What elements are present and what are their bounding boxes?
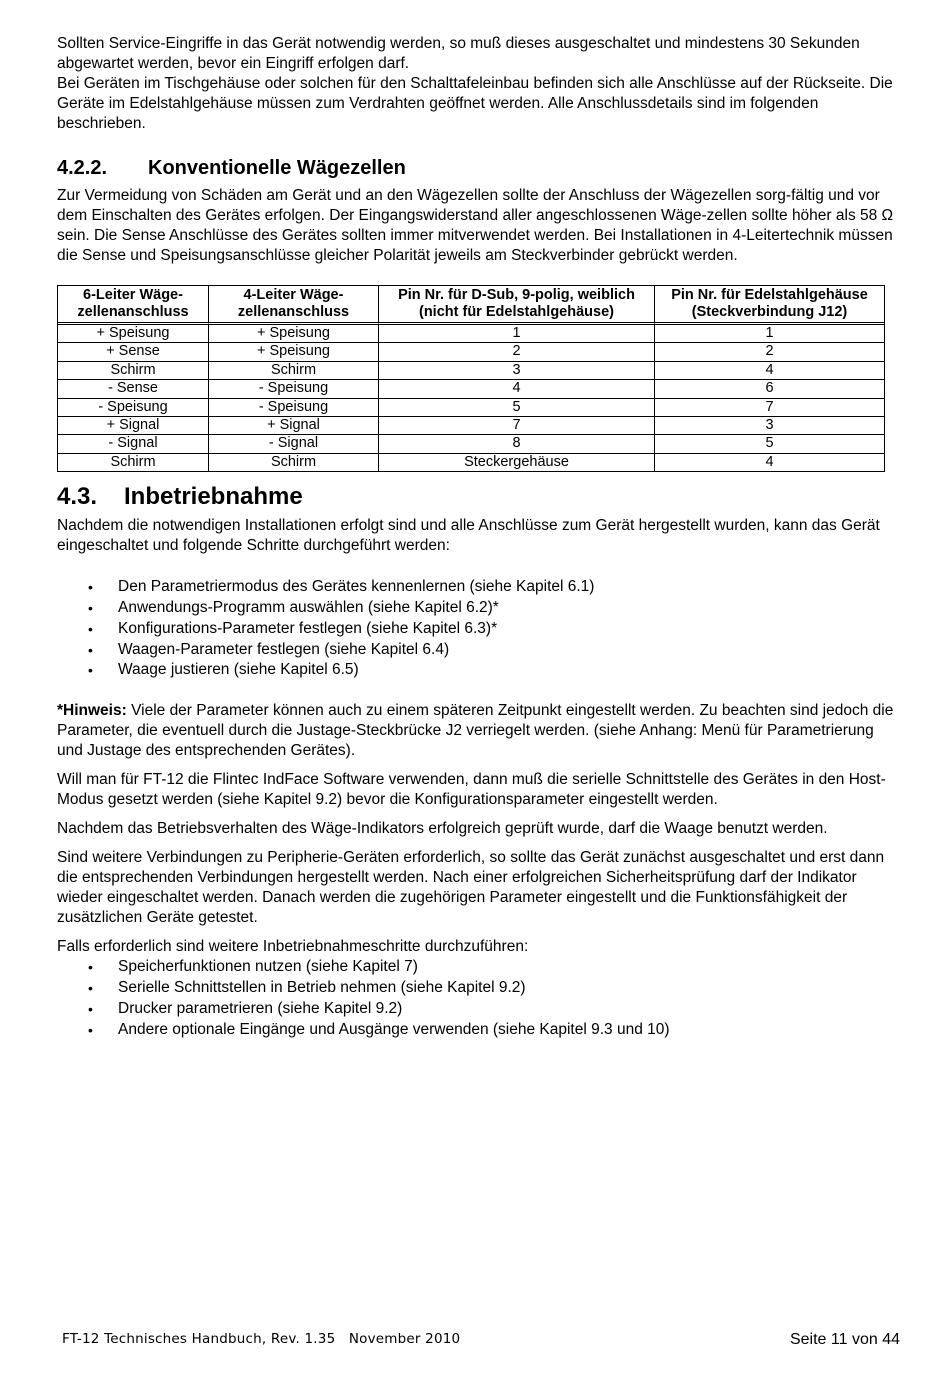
section-heading-4-3 [57, 482, 897, 512]
cell-6-wire: - Speisung [58, 399, 209, 417]
indface-paragraph: Will man für FT-12 die Flintec IndFace Software verwenden, dann muß die serielle Schnittstelle des Gerätes in den Host-Modus gesetzt werden (siehe Kapitel 9.2) bevor die Konfigurationsparameter eingestellt werden. [57, 771, 886, 809]
document-page [57, 34, 897, 1040]
intro-paragraph-service: Sollten Service-Eingriffe in das Gerät notwendig werden, so muß dieses ausgeschaltet und mindestens 30 Sekunden abgewartet werden, bevor ein Eingriff erfolgen darf. [57, 35, 860, 72]
hint-paragraph [57, 701, 897, 761]
section-title: Inbetriebnahme [124, 483, 303, 511]
list-item: • Konfigurations-Parameter festlegen (siehe Kapitel 6.3)* [57, 619, 897, 640]
table-row [58, 454, 884, 471]
commissioning-steps-list [57, 577, 897, 681]
list-item: • Waage justieren (siehe Kapitel 6.5) [57, 660, 897, 681]
footer-page-number: Seite 11 von 44 [789, 1331, 900, 1348]
cell-6-wire: - Sense [58, 380, 209, 398]
header-steel-pin: Pin Nr. für Edelstahlgehäuse (Steckverbindung J12) [655, 286, 884, 325]
peripherals-paragraph: Sind weitere Verbindungen zu Peripherie-Geräten erforderlich, so sollte das Gerät zunächst ausgeschaltet und erst dann die entsprechenden Verbindungen hergestellt werden. Nach einer erfolgreichen Sicherheitsprüfung darf der Indikator wieder eingeschaltet werden. Danach werden die zugehörigen Parameter eingestellt und die Funktionsfähigkeit der zusätzlichen Geräte getestet. [57, 849, 885, 927]
cell-steel-pin: 7 [655, 399, 884, 417]
table-row [58, 399, 884, 417]
cell-steel-pin: 2 [655, 343, 884, 361]
cell-dsub-pin: 4 [379, 380, 655, 398]
cell-4-wire: + Speisung [209, 325, 379, 343]
cell-4-wire: Schirm [209, 454, 379, 471]
load-cell-paragraph: Zur Vermeidung von Schäden am Gerät und an den Wägezellen sollte der Anschluss der Wägezellen sorg-fältig und vor dem Einschalten des Gerätes erfolgen. Der Eingangswiderstand aller angeschlossenen Wäge-zellen sollte höher als 58 Ω sein. Die Sense Anschlüsse des Gerätes sollten immer mitverwendet werden. Bei Installationen in 4-Leitertechnik müssen die Sense und Speisungsanschlüsse gleicher Polarität jeweils am Steckverbinder gebrückt werden. [57, 187, 894, 264]
cell-dsub-pin: 3 [379, 362, 655, 380]
list-item: • Drucker parametrieren (siehe Kapitel 9.2) [57, 999, 897, 1020]
cell-dsub-pin: 7 [379, 417, 655, 435]
header-6-wire: 6-Leiter Wäge- zellenanschluss [58, 286, 209, 325]
cell-steel-pin: 4 [655, 362, 884, 380]
bullet-icon: • [88, 1000, 93, 1017]
section-number: 4.3. [57, 483, 98, 511]
section-number: 4.2.2. [57, 157, 108, 179]
cell-dsub-pin: Steckergehäuse [379, 454, 655, 471]
cell-dsub-pin: 8 [379, 435, 655, 453]
bullet-icon: • [88, 579, 93, 596]
list-item: • Waagen-Parameter festlegen (siehe Kapitel 6.4) [57, 640, 897, 661]
bullet-icon: • [88, 641, 93, 658]
intro-paragraph-connections: Bei Geräten im Tischgehäuse oder solchen für den Schalttafeleinbau befinden sich alle Anschlüsse auf der Rückseite. Die Geräte im Edelstahlgehäuse müssen zum Verdrahten geöffnet werden. Alle Anschlussdetails sind im folgenden beschrieben. [57, 75, 893, 132]
section-heading-4-2-2 [57, 156, 897, 180]
cell-dsub-pin: 2 [379, 343, 655, 361]
table-row [58, 343, 884, 361]
cell-4-wire: - Signal [209, 435, 379, 453]
table-row [58, 417, 884, 435]
cell-6-wire: + Signal [58, 417, 209, 435]
commissioning-intro-paragraph: Nachdem die notwendigen Installationen erfolgt sind und alle Anschlüsse zum Gerät hergestellt wurden, kann das Gerät eingeschaltet und folgende Schritte durchgeführt werden: [57, 517, 880, 555]
hint-label: *Hinweis: [57, 702, 127, 720]
further-steps-intro: Falls erforderlich sind weitere Inbetriebnahmeschritte durchzuführen: [57, 938, 529, 956]
cell-4-wire: + Speisung [209, 343, 379, 361]
table-row [58, 325, 884, 343]
cell-6-wire: + Speisung [58, 325, 209, 343]
cell-4-wire: + Signal [209, 417, 379, 435]
cell-steel-pin: 1 [655, 325, 884, 343]
bullet-icon: • [88, 662, 93, 679]
list-item: • Den Parametriermodus des Gerätes kennenlernen (siehe Kapitel 6.1) [57, 577, 897, 598]
bullet-icon: • [88, 980, 93, 997]
hint-text: Viele der Parameter können auch zu einem späteren Zeitpunkt eingestellt werden. Zu beachten sind jedoch die Parameter, die eventuell durch die Justage-Steckbrücke J2 verriegelt werden. (siehe Anhang: Menü für Parametrierung und Justage des entsprechenden Gerätes). [57, 702, 894, 760]
cell-6-wire: Schirm [58, 454, 209, 471]
cell-6-wire: - Signal [58, 435, 209, 453]
table-header-row [58, 286, 884, 325]
cell-4-wire: - Speisung [209, 380, 379, 398]
list-item: • Serielle Schnittstellen in Betrieb nehmen (siehe Kapitel 9.2) [57, 978, 897, 999]
table-row [58, 362, 884, 380]
footer-document-info: FT-12 Technisches Handbuch, Rev. 1.35 November 2010 [62, 1331, 461, 1347]
further-steps-list [57, 957, 897, 1040]
cell-dsub-pin: 1 [379, 325, 655, 343]
table-row [58, 435, 884, 453]
list-item: • Anwendungs-Programm auswählen (siehe Kapitel 6.2)* [57, 598, 897, 619]
cell-6-wire: + Sense [58, 343, 209, 361]
bullet-icon: • [88, 959, 93, 976]
cell-steel-pin: 5 [655, 435, 884, 453]
bullet-icon: • [88, 1021, 93, 1038]
header-4-wire: 4-Leiter Wäge- zellenanschluss [209, 286, 379, 325]
cell-6-wire: Schirm [58, 362, 209, 380]
table-row [58, 380, 884, 398]
cell-steel-pin: 3 [655, 417, 884, 435]
bullet-icon: • [88, 620, 93, 637]
list-item: • Andere optionale Eingänge und Ausgänge verwenden (siehe Kapitel 9.3 und 10) [57, 1020, 897, 1041]
header-dsub-pin: Pin Nr. für D-Sub, 9-polig, weiblich (nicht für Edelstahlgehäuse) [379, 286, 655, 325]
cell-steel-pin: 6 [655, 380, 884, 398]
section-title: Konventionelle Wägezellen [148, 157, 406, 179]
check-paragraph: Nachdem das Betriebsverhalten des Wäge-Indikators erfolgreich geprüft wurde, darf die Waage benutzt werden. [57, 820, 828, 838]
cell-4-wire: - Speisung [209, 399, 379, 417]
pin-assignment-table [57, 285, 885, 472]
bullet-icon: • [88, 600, 93, 617]
cell-4-wire: Schirm [209, 362, 379, 380]
cell-dsub-pin: 5 [379, 399, 655, 417]
cell-steel-pin: 4 [765, 453, 774, 470]
list-item: • Speicherfunktionen nutzen (siehe Kapitel 7) [57, 957, 897, 978]
